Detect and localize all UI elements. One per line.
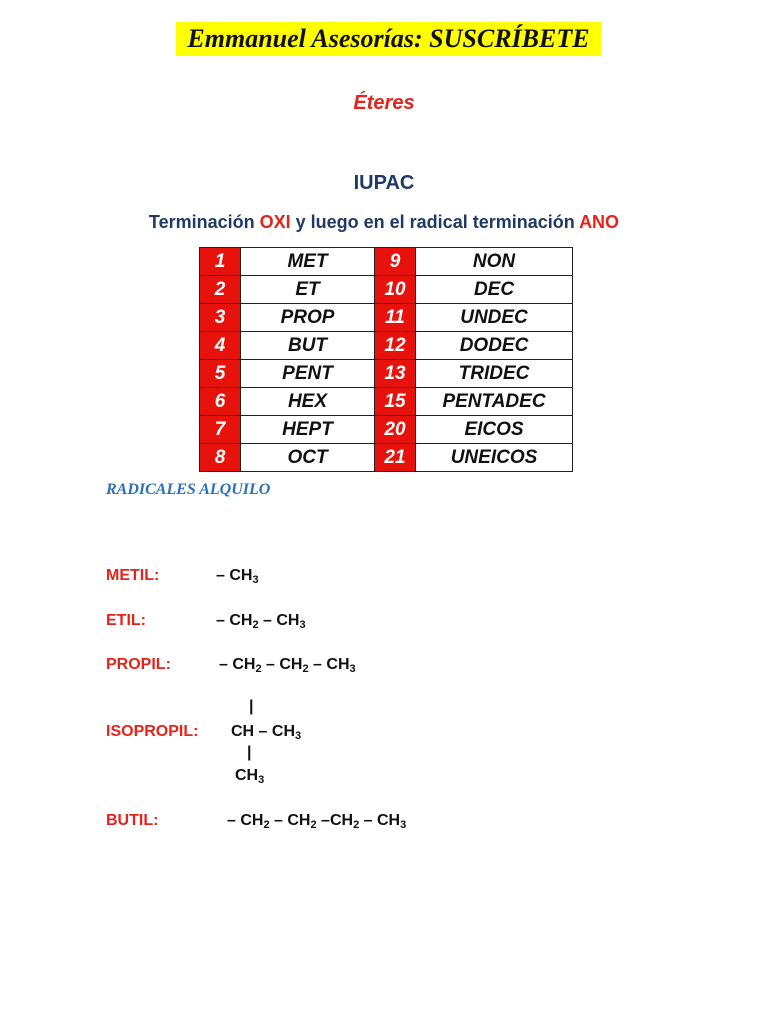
- metil-formula: [216, 567, 259, 586]
- subscript: 2: [255, 663, 262, 675]
- number-cell: 6: [200, 388, 241, 416]
- prefix-cell: ET: [241, 276, 375, 304]
- prefix-cell: PENTADEC: [416, 388, 573, 416]
- subtitle: [0, 212, 768, 233]
- subscript: 3: [299, 619, 306, 631]
- prefix-cell: PROP: [241, 304, 375, 332]
- isopropil-branch: [235, 767, 264, 786]
- table-row: [200, 304, 573, 332]
- number-cell: 7: [200, 416, 241, 444]
- subscript: 2: [302, 663, 309, 675]
- prefix-cell: HEPT: [241, 416, 375, 444]
- number-cell: 9: [375, 248, 416, 276]
- isopropil-top-bond: |: [249, 698, 254, 715]
- prefix-cell: BUT: [241, 332, 375, 360]
- subscript: 2: [252, 619, 259, 631]
- number-cell: 13: [375, 360, 416, 388]
- section-title: IUPAC: [353, 172, 415, 194]
- prefix-cell: EICOS: [416, 416, 573, 444]
- subtitle-oxi: OXI: [259, 212, 291, 232]
- formula-text: – CH: [219, 656, 256, 673]
- table-row: [200, 444, 573, 472]
- table-row: [200, 360, 573, 388]
- isopropil-formula: [231, 723, 301, 742]
- number-cell: 8: [200, 444, 241, 472]
- formula-text: –CH: [316, 812, 354, 829]
- prefix-cell: TRIDEC: [416, 360, 573, 388]
- number-cell: 20: [375, 416, 416, 444]
- subtitle-ano: ANO: [579, 212, 620, 232]
- prefix-cell: NON: [416, 248, 573, 276]
- subscript: 3: [295, 730, 302, 742]
- prefix-cell: MET: [241, 248, 375, 276]
- etil-label: ETIL:: [106, 612, 146, 629]
- prefix-cell: UNDEC: [416, 304, 573, 332]
- subscript: 2: [263, 819, 270, 831]
- table-row: [200, 416, 573, 444]
- formula-text: – CH: [308, 656, 350, 673]
- subtitle-part2: y luego en el radical terminación: [290, 212, 580, 232]
- subscript: 3: [258, 774, 265, 786]
- formula-text: CH – CH: [231, 723, 296, 740]
- table-row: [200, 276, 573, 304]
- banner-text: Emmanuel Asesorías: SUSCRÍBETE: [187, 24, 590, 53]
- etil-formula: [216, 612, 306, 631]
- formula-text: CH: [235, 767, 259, 784]
- butil-label: BUTIL:: [106, 812, 159, 829]
- formula-text: – CH: [359, 812, 401, 829]
- propil-formula: [219, 656, 356, 675]
- number-cell: 4: [200, 332, 241, 360]
- number-cell: 2: [200, 276, 241, 304]
- radicales-heading: RADICALES ALQUILO: [106, 481, 271, 498]
- number-cell: 1: [200, 248, 241, 276]
- number-cell: 12: [375, 332, 416, 360]
- isopropil-bottom-bond: |: [247, 744, 252, 761]
- formula-text: – CH: [258, 612, 300, 629]
- prefix-cell: PENT: [241, 360, 375, 388]
- prefix-table: [199, 247, 573, 472]
- prefix-cell: DODEC: [416, 332, 573, 360]
- formula-text: – CH: [227, 812, 264, 829]
- prefix-cell: HEX: [241, 388, 375, 416]
- number-cell: 10: [375, 276, 416, 304]
- butil-formula: [227, 812, 406, 831]
- subscript: 3: [252, 574, 259, 586]
- prefix-cell: UNEICOS: [416, 444, 573, 472]
- number-cell: 3: [200, 304, 241, 332]
- isopropil-label: ISOPROPIL:: [106, 723, 199, 740]
- table-row: [200, 332, 573, 360]
- formula-text: – CH: [261, 656, 303, 673]
- metil-label: METIL:: [106, 567, 160, 584]
- page-title: Éteres: [353, 92, 415, 114]
- subscript: 2: [353, 819, 360, 831]
- formula-text: – CH: [216, 612, 253, 629]
- table-row: [200, 388, 573, 416]
- subscript: 2: [310, 819, 317, 831]
- table-row: [200, 248, 573, 276]
- prefix-cell: OCT: [241, 444, 375, 472]
- propil-label: PROPIL:: [106, 656, 171, 673]
- formula-text: – CH: [216, 567, 253, 584]
- formula-text: – CH: [269, 812, 311, 829]
- subscript: 3: [349, 663, 356, 675]
- subscript: 3: [400, 819, 407, 831]
- number-cell: 21: [375, 444, 416, 472]
- subtitle-part1: Terminación: [148, 212, 260, 232]
- channel-banner: [176, 22, 601, 56]
- number-cell: 5: [200, 360, 241, 388]
- number-cell: 11: [375, 304, 416, 332]
- number-cell: 15: [375, 388, 416, 416]
- prefix-cell: DEC: [416, 276, 573, 304]
